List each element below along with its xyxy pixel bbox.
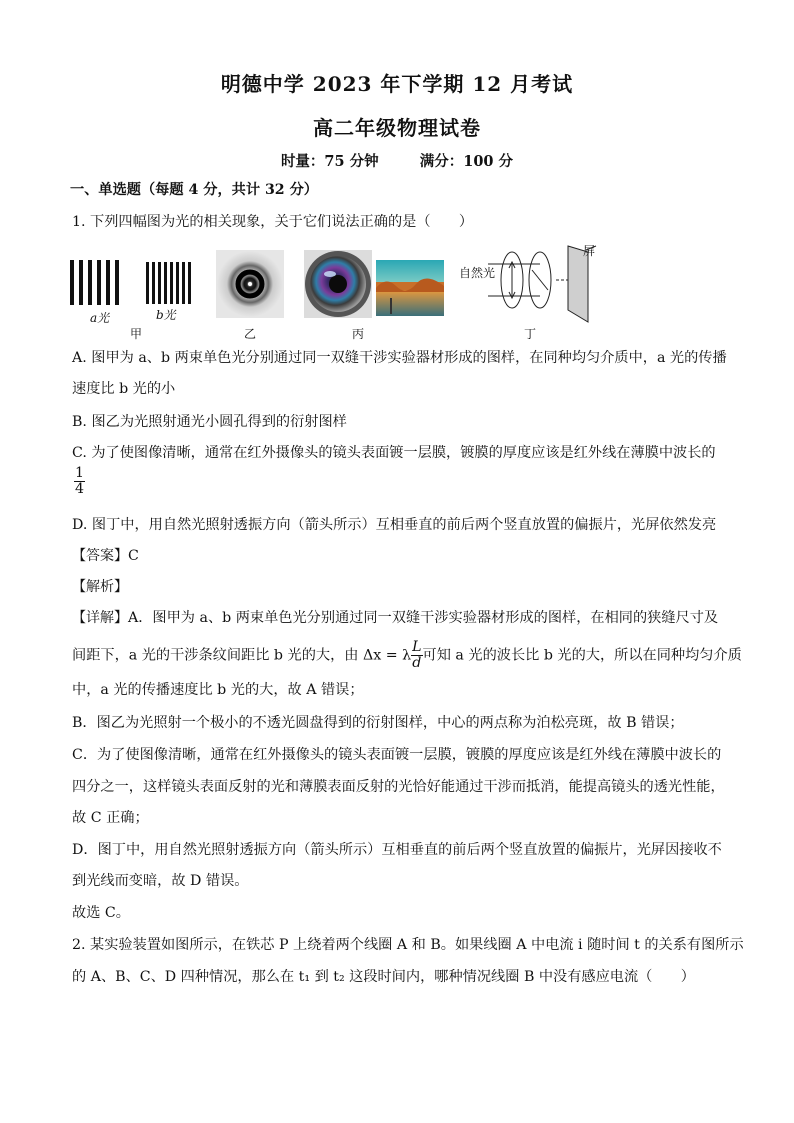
diffraction-image [216,250,284,318]
analysis-tag: 【解析】 [72,579,128,595]
fringe-pattern-b [146,262,206,310]
analysis-d-line1: D．图丁中，用自然光照射透振方向（箭头所示）互相垂直的前后两个竖直放置的偏振片，光屏因接收不 [72,842,722,858]
analysis-b: B．图乙为光照射一个极小的不透光圆盘得到的衍射图样，中心的两点称为泊松亮斑，故 B 错误； [72,715,684,731]
analysis-a-line2 [72,639,742,671]
analysis-c-line3: 故 C 正确； [72,810,149,826]
q2-line1: 2. 某实验装置如图所示，在铁芯 P 上绕着两个线圈 A 和 B。如果线圈 A 中电流 i 随时间 t 的关系有图所示 [72,937,744,953]
label-a-light: a光 [90,311,110,325]
q1-option-a-line1: A. 图甲为 a、b 两束单色光分别通过同一双缝干涉实验器材形成的图样，在同种均匀介质中，a 光的传播 [72,350,727,366]
camera-lens-image [304,250,372,318]
q1-option-a-line2: 速度比 b 光的小 [72,381,176,397]
analysis-c-line1: C．为了使图像清晰，通常在红外摄像头的镜头表面镀一层膜，镀膜的厚度应该是红外线在薄膜中波长的 [72,747,722,763]
formula-numerator: L [412,639,422,655]
analysis-c-line2: 四分之一，这样镜头表面反射的光和薄膜表面反射的光恰好能通过干涉而抵消，能提高镜头的透光性能， [72,779,725,795]
caption-jia: 甲 [130,327,143,341]
frac-denominator: 4 [75,481,85,497]
analysis-a-text2-pre: 间距下，a 光的干涉条纹间距比 b 光的大，由 Δx = λ [72,647,412,664]
exam-subtitle: 高二年级物理试卷 [313,116,481,140]
answer-row [72,546,722,566]
screen-label: 屏 [583,244,596,258]
answer-value: C [128,548,139,564]
analysis-d-line2: 到光线而变暗，故 D 错误。 [72,873,249,889]
formula-denominator: d [412,655,422,671]
analysis-a-line3: 中，a 光的传播速度比 b 光的大，故 A 错误； [72,682,364,698]
caption-ding: 丁 [524,327,537,341]
q1-option-c-line1: C. 为了使图像清晰，通常在红外摄像头的镜头表面镀一层膜，镀膜的厚度应该是红外线在薄膜中波长的 [72,445,716,461]
natural-light-label: 自然光 [459,266,496,280]
q2-line2: 的 A、B、C、D 四种情况，那么在 t₁ 到 t₂ 这段时间内，哪种情况线圈 B 中没有感应电流（ ） [72,969,695,985]
q1-option-d: D. 图丁中，用自然光照射透振方向（箭头所示）互相垂直的前后两个竖直放置的偏振片，光屏依然发亮 [72,517,717,533]
q1-stem: 1. 下列四幅图为光的相关现象，关于它们说法正确的是（ ） [72,214,474,230]
answer-tag: 【答案】 [72,548,128,564]
exam-time: 时量：75 分钟 [280,153,379,170]
analysis-a-text1: A．图甲为 a、b 两束单色光分别通过同一双缝干涉实验器材形成的图样，在相同的狭缝尺寸及 [128,610,719,626]
conclusion: 故选 C。 [72,905,130,921]
q1-option-c-fraction [74,466,724,497]
q1-option-b: B. 图乙为光照射通光小圆孔得到的衍射图样 [72,414,347,430]
section-heading: 一、单选题（每题 4 分，共计 32 分） [70,182,318,198]
exam-title: 明德中学 2023 年下学期 12 月考试 [220,72,574,96]
label-b-light: b光 [156,308,176,322]
landscape-photo [376,260,444,316]
exam-meta [0,150,794,171]
formula-fraction [411,640,422,671]
caption-bing: 丙 [352,327,365,341]
analysis-a-text2-post: 可知 a 光的波长比 b 光的大，所以在同种均匀介质 [422,647,742,664]
caption-yi: 乙 [244,327,257,341]
detail-tag: 【详解】 [72,610,128,626]
analysis-a-line1 [72,608,722,628]
frac-numerator: 1 [75,465,85,481]
exam-score: 满分：100 分 [419,153,514,170]
